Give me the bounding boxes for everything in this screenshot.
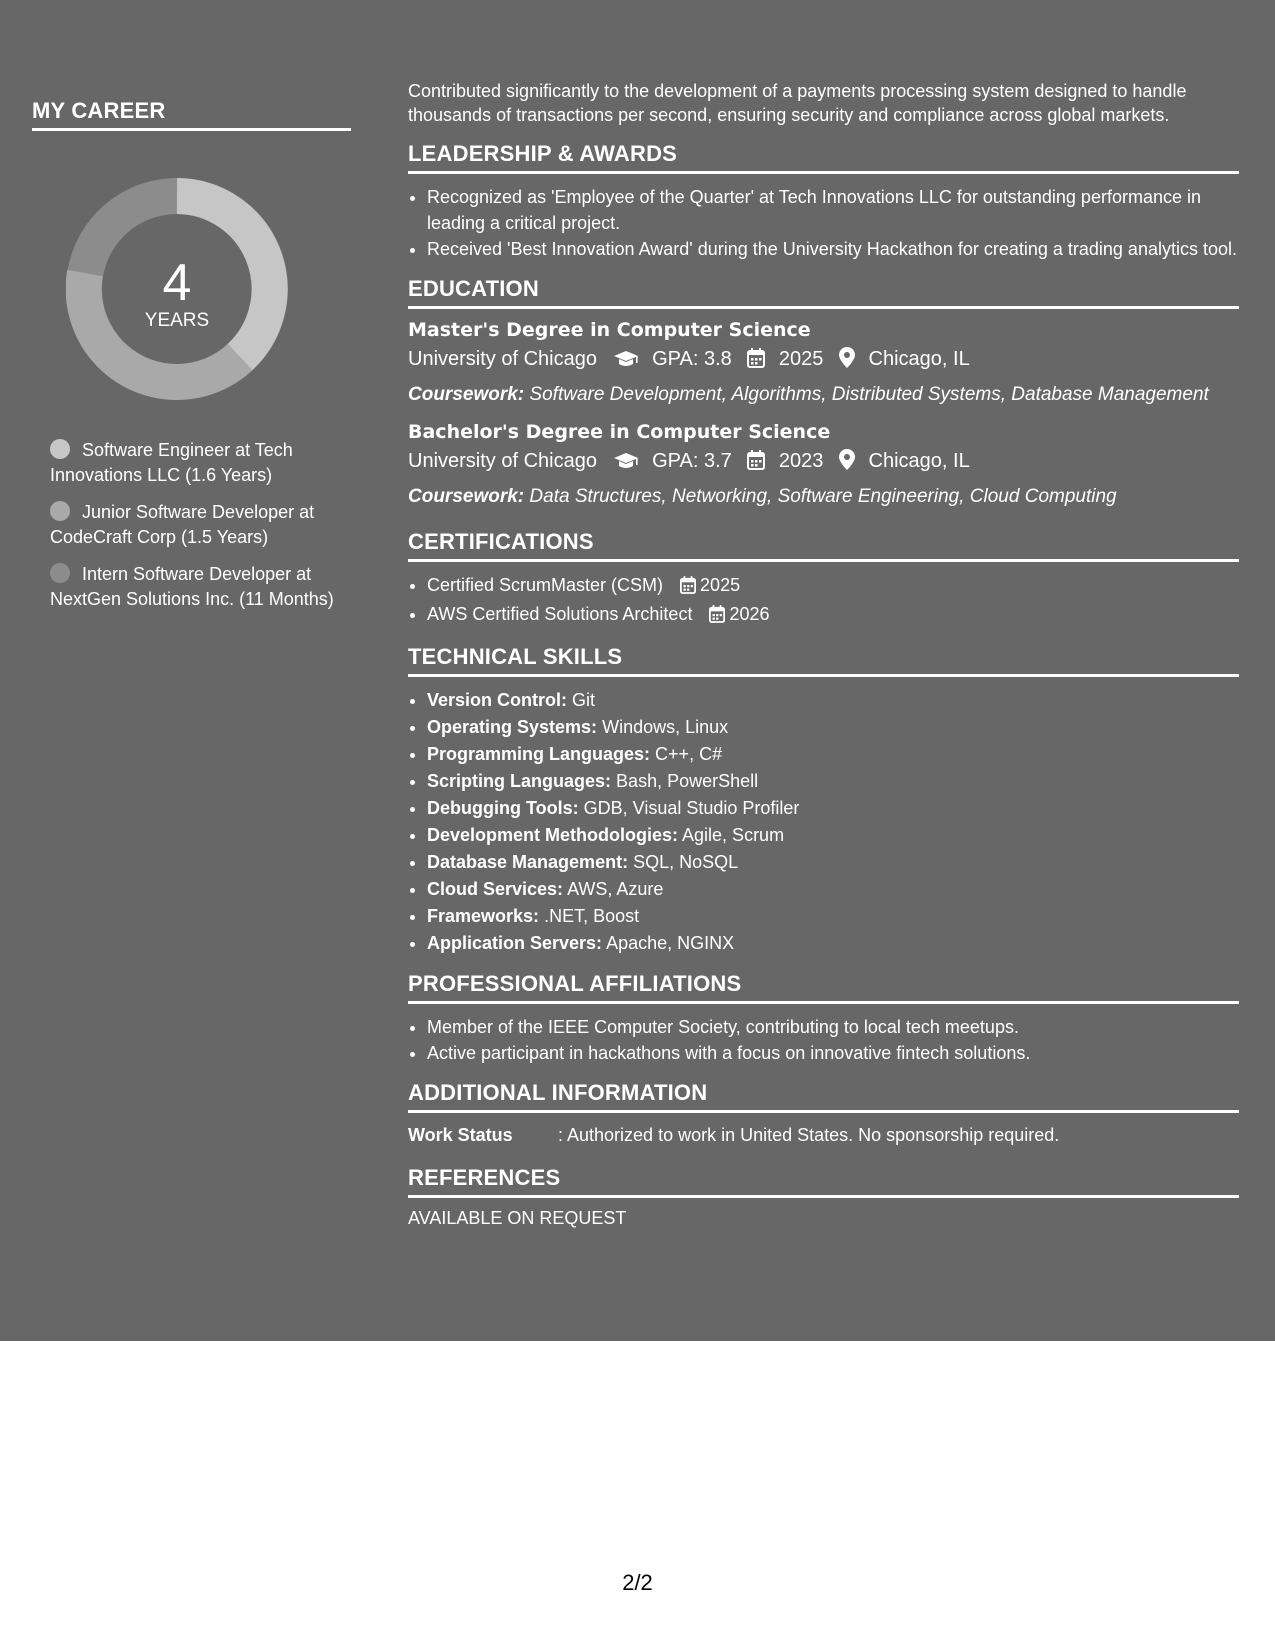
skills-title: TECHNICAL SKILLS <box>408 644 1239 677</box>
work-status-value: : Authorized to work in United States. No sponsorship required. <box>558 1125 1060 1145</box>
career-item <box>50 438 340 488</box>
skill-value: AWS, Azure <box>567 879 664 899</box>
coursework <box>408 382 1239 407</box>
references-title: REFERENCES <box>408 1165 1239 1198</box>
degree-location: Chicago, IL <box>868 348 970 370</box>
calendar-icon <box>680 575 696 601</box>
gpa: GPA: 3.7 <box>652 450 732 472</box>
calendar-icon <box>747 348 765 376</box>
skill-value: Apache, NGINX <box>606 933 735 953</box>
career-item <box>50 500 340 550</box>
list-item <box>427 572 1239 601</box>
legend-dot <box>50 501 70 521</box>
list-item: • Recognized as 'Employee of the Quarter' at Tech Innovations LLC for outstanding performance in leading a critical project. <box>427 184 1239 236</box>
skill-key: Database Management: <box>427 852 629 872</box>
list-item <box>427 741 1239 768</box>
skill-key: Programming Languages: <box>427 744 651 764</box>
main-content <box>408 79 1239 1229</box>
skill-value: Bash, PowerShell <box>616 771 759 791</box>
list-item <box>427 795 1239 822</box>
certification-year: 2025 <box>700 575 741 595</box>
list-item <box>427 687 1239 714</box>
leadership-title: LEADERSHIP & AWARDS <box>408 141 1239 174</box>
affiliations-title: PROFESSIONAL AFFILIATIONS <box>408 971 1239 1004</box>
skill-value: Agile, Scrum <box>682 825 785 845</box>
graduation-cap-icon <box>613 450 639 478</box>
work-status-row <box>408 1123 1239 1147</box>
graduation-cap-icon <box>613 348 639 376</box>
experience-intro: Contributed significantly to the development of a payments processing system designed to handle thousands of transactions per second, ensuring security and compliance across global markets. <box>408 81 1187 125</box>
certification-name: AWS Certified Solutions Architect <box>427 604 693 624</box>
skill-value: C++, C# <box>655 744 723 764</box>
skill-value: Windows, Linux <box>602 717 729 737</box>
legend-dot <box>50 563 70 583</box>
education-entry <box>408 319 1239 407</box>
skills-list <box>408 687 1239 957</box>
list-item: • Received 'Best Innovation Award' during the University Hackathon for creating a trading analytics tool. <box>427 236 1239 262</box>
list-item <box>427 822 1239 849</box>
donut-value: 4 <box>162 254 192 312</box>
education-title: EDUCATION <box>408 276 1239 309</box>
skill-key: Version Control: <box>427 690 568 710</box>
career-item-label: Software Engineer at Tech Innovations LLC (1.6 Years) <box>50 440 293 485</box>
career-donut-chart <box>66 178 288 400</box>
degree-meta <box>408 447 1239 478</box>
page-number: 2/2 <box>622 1570 653 1595</box>
skill-key: Frameworks: <box>427 906 540 926</box>
list-item <box>427 849 1239 876</box>
coursework-list: Software Development, Algorithms, Distributed Systems, Database Management <box>529 384 1209 405</box>
coursework-label: Coursework: <box>408 384 525 405</box>
career-item-label: Junior Software Developer at CodeCraft Corp (1.5 Years) <box>50 502 315 547</box>
list-item <box>427 601 1239 630</box>
donut-unit: YEARS <box>144 310 210 331</box>
list-item: • Active participant in hackathons with a focus on innovative fintech solutions. <box>427 1040 1239 1066</box>
skill-value: Git <box>572 690 596 710</box>
career-title: MY CAREER <box>32 98 351 131</box>
degree-meta <box>408 345 1239 376</box>
gpa: GPA: 3.8 <box>652 348 732 370</box>
coursework <box>408 484 1239 509</box>
list-item <box>427 768 1239 795</box>
career-item-label: Intern Software Developer at NextGen Solutions Inc. (11 Months) <box>50 564 334 609</box>
skill-key: Debugging Tools: <box>427 798 579 818</box>
skill-value: GDB, Visual Studio Profiler <box>583 798 800 818</box>
degree-title: Master's Degree in Computer Science <box>408 319 811 341</box>
education-entry <box>408 421 1239 509</box>
school-name: University of Chicago <box>408 348 597 370</box>
list-item <box>427 903 1239 930</box>
school-name: University of Chicago <box>408 450 597 472</box>
additional-info-title: ADDITIONAL INFORMATION <box>408 1080 1239 1113</box>
references-text: AVAILABLE ON REQUEST <box>408 1208 627 1228</box>
certifications-list <box>408 572 1239 630</box>
career-item <box>50 562 340 612</box>
skill-value: SQL, NoSQL <box>633 852 739 872</box>
skill-key: Application Servers: <box>427 933 603 953</box>
skill-value: .NET, Boost <box>544 906 640 926</box>
list-item <box>427 930 1239 957</box>
skill-key: Development Methodologies: <box>427 825 679 845</box>
skill-key: Cloud Services: <box>427 879 564 899</box>
coursework-list: Data Structures, Networking, Software Engineering, Cloud Computing <box>529 486 1117 507</box>
legend-dot <box>50 439 70 459</box>
calendar-icon <box>747 450 765 478</box>
certification-name: Certified ScrumMaster (CSM) <box>427 575 664 595</box>
certification-year: 2026 <box>729 604 770 624</box>
skill-key: Scripting Languages: <box>427 771 612 791</box>
career-list <box>50 438 340 624</box>
affiliations-list <box>408 1014 1239 1066</box>
skill-key: Operating Systems: <box>427 717 598 737</box>
degree-year: 2023 <box>778 450 824 472</box>
calendar-icon <box>709 604 725 630</box>
degree-location: Chicago, IL <box>868 450 970 472</box>
list-item <box>427 714 1239 741</box>
career-sidebar <box>32 98 351 609</box>
degree-year: 2025 <box>778 348 824 370</box>
map-pin-icon <box>839 449 855 478</box>
certifications-title: CERTIFICATIONS <box>408 529 1239 562</box>
list-item <box>427 876 1239 903</box>
list-item: • Member of the IEEE Computer Society, contributing to local tech meetups. <box>427 1014 1239 1040</box>
degree-title: Bachelor's Degree in Computer Science <box>408 421 831 443</box>
coursework-label: Coursework: <box>408 486 525 507</box>
leadership-list <box>408 184 1239 262</box>
work-status-key: Work Status <box>408 1125 513 1145</box>
map-pin-icon <box>839 347 855 376</box>
